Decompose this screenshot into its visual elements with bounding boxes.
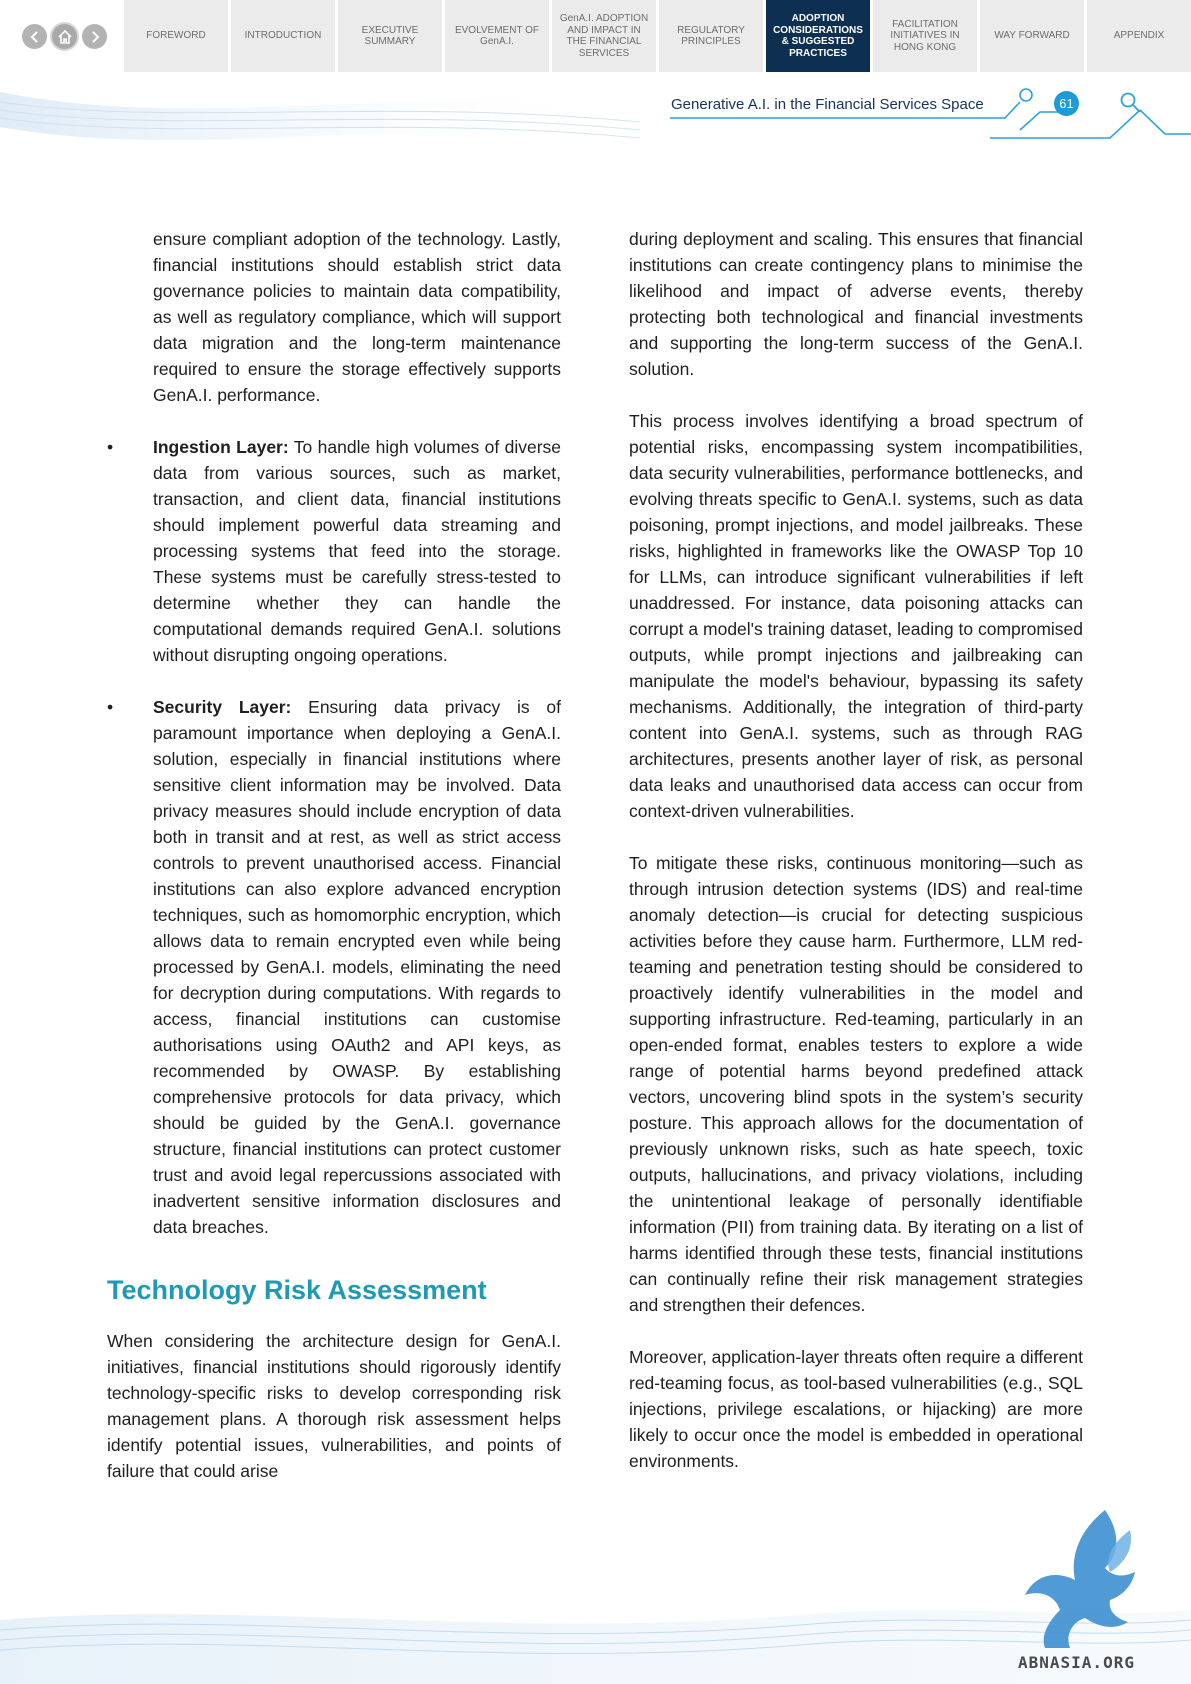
tab-adoption-impact[interactable]: GenA.I. ADOPTION AND IMPACT IN THE FINANCIAL SERVICES — [552, 0, 656, 72]
mascot-logo — [1010, 1500, 1150, 1650]
tab-introduction[interactable]: INTRODUCTION — [231, 0, 335, 72]
bullet-ingestion-layer — [107, 434, 561, 668]
section-heading: Technology Risk Assessment — [107, 1275, 487, 1305]
paragraph: To mitigate these risks, continuous monitoring—such as through intrusion detection systems (IDS) and real-time anomaly detection—is crucial for detecting suspicious activities before they cause harm. Furthermore, LLM red-teaming and penetration testing should be considered to proactively identify vulnerabilities in the model and supporting infrastructure. Red-teaming, particularly in an open-ended format, enables testers to explore a wide range of potential harms beyond predefined attack vectors, uncovering blind spots in the system’s security posture. This approach allows for the documentation of previously unknown risks, such as hate speech, toxic outputs, hallucinations, and privacy violations, including the unintentional leakage of personally identifiable information (PII) from training data. By iterating on a list of harms identified through these tests, financial institutions can continually refine their risk management strategies and strengthen their defences. — [629, 853, 1083, 1315]
tab-adoption-considerations[interactable]: ADOPTION CONSIDERATIONS & SUGGESTED PRACTICES — [766, 0, 870, 72]
left-column — [107, 226, 561, 1484]
bullet-title: Security Layer: — [153, 697, 292, 717]
page-number: 61 — [1054, 91, 1079, 116]
tab-appendix[interactable]: APPENDIX — [1087, 0, 1191, 72]
bullet-security-layer — [107, 694, 561, 1240]
home-icon[interactable] — [52, 24, 77, 49]
back-arrow-icon[interactable] — [22, 24, 47, 49]
bullet-text: To handle high volumes of diverse data from various sources, such as market, transaction, and client data, financial institutions should implement powerful data streaming and processing systems that feed into the storage. These systems must be carefully stress-tested to determine whether they can handle the computational demands required GenA.I. solutions without disrupting ongoing operations. — [153, 437, 562, 665]
tab-evolvement[interactable]: EVOLVEMENT OF GenA.I. — [445, 0, 549, 72]
paragraph: during deployment and scaling. This ensures that financial institutions can create contingency plans to minimise the likelihood and impact of adverse events, thereby protecting both technological and financial investments and supporting the long-term success of the GenA.I. solution. — [629, 229, 1083, 379]
forward-arrow-icon[interactable] — [82, 24, 107, 49]
bullet-marker: • — [107, 697, 114, 717]
watermark: ABNASIA.ORG — [1018, 1653, 1135, 1672]
bullet-text: Ensuring data privacy is of paramount importance when deploying a GenA.I. solution, especially in financial institutions where sensitive client information may be involved. Data privacy measures should include encryption of data both in transit and at rest, as well as strict access controls to prevent unauthorised access. Financial institutions can also explore advanced encryption techniques, such as homomorphic encryption, which allows data to remain encrypted even while being processed by GenA.I. models, eliminating the need for decryption during computations. With regards to access, financial institutions can customise authorisations using OAuth2 and API keys, as recommended by OWASP. By establishing comprehensive protocols for data privacy, which should be guided by the GenA.I. governance structure, financial institutions can protect customer trust and avoid legal repercussions associated with inadvertent sensitive information disclosures and data breaches. — [153, 697, 561, 1237]
tab-executive-summary[interactable]: EXECUTIVE SUMMARY — [338, 0, 442, 72]
paragraph: Moreover, application-layer threats often require a different red-teaming focus, as tool-based vulnerabilities (e.g., SQL injections, privilege escalations, or hijacking) are more likely to occur once the model is embedded in operational environments. — [629, 1347, 1083, 1471]
tab-facilitation-initiatives[interactable]: FACILITATION INITIATIVES IN HONG KONG — [873, 0, 977, 72]
header-decoration — [0, 72, 1191, 182]
section-paragraph: When considering the architecture design for GenA.I. initiatives, financial institutions should rigorously identify technology-specific risks to develop corresponding risk management plans. A thorough risk assessment helps identify potential issues, vulnerabilities, and points of failure that could arise — [107, 1331, 561, 1481]
paragraph: This process involves identifying a broad spectrum of potential risks, encompassing system incompatibilities, data security vulnerabilities, performance bottlenecks, and evolving threats specific to GenA.I. systems, such as data poisoning, prompt injections, and model jailbreaks. These risks, highlighted in frameworks like the OWASP Top 10 for LLMs, can introduce significant vulnerabilities if left unaddressed. For instance, data poisoning attacks can corrupt a model's training dataset, leading to compromised outputs, while prompt injections and jailbreaking can manipulate the model's behaviour, bypassing its safety mechanisms. Additionally, the integration of third-party content into GenA.I. systems, such as through RAG architectures, presents another layer of risk, as personal data leaks and unauthorised data access can occur from context-driven vulnerabilities. — [629, 411, 1083, 821]
bullet-marker: • — [107, 437, 114, 457]
right-column — [629, 226, 1083, 1474]
tab-regulatory-principles[interactable]: REGULATORY PRINCIPLES — [659, 0, 763, 72]
tab-foreword[interactable]: FOREWORD — [124, 0, 228, 72]
search-icon[interactable] — [1118, 90, 1144, 116]
running-title: Generative A.I. in the Financial Services Space — [671, 96, 984, 113]
tab-way-forward[interactable]: WAY FORWARD — [980, 0, 1084, 72]
nav-controls — [22, 24, 107, 49]
continued-paragraph: ensure compliant adoption of the technology. Lastly, financial institutions should establish strict data governance policies to maintain data compatibility, as well as regulatory compliance, which will support data migration and the long-term maintenance required to ensure the storage effectively supports GenA.I. performance. — [153, 229, 561, 405]
section-tabs — [124, 0, 1191, 72]
bullet-title: Ingestion Layer: — [153, 437, 289, 457]
